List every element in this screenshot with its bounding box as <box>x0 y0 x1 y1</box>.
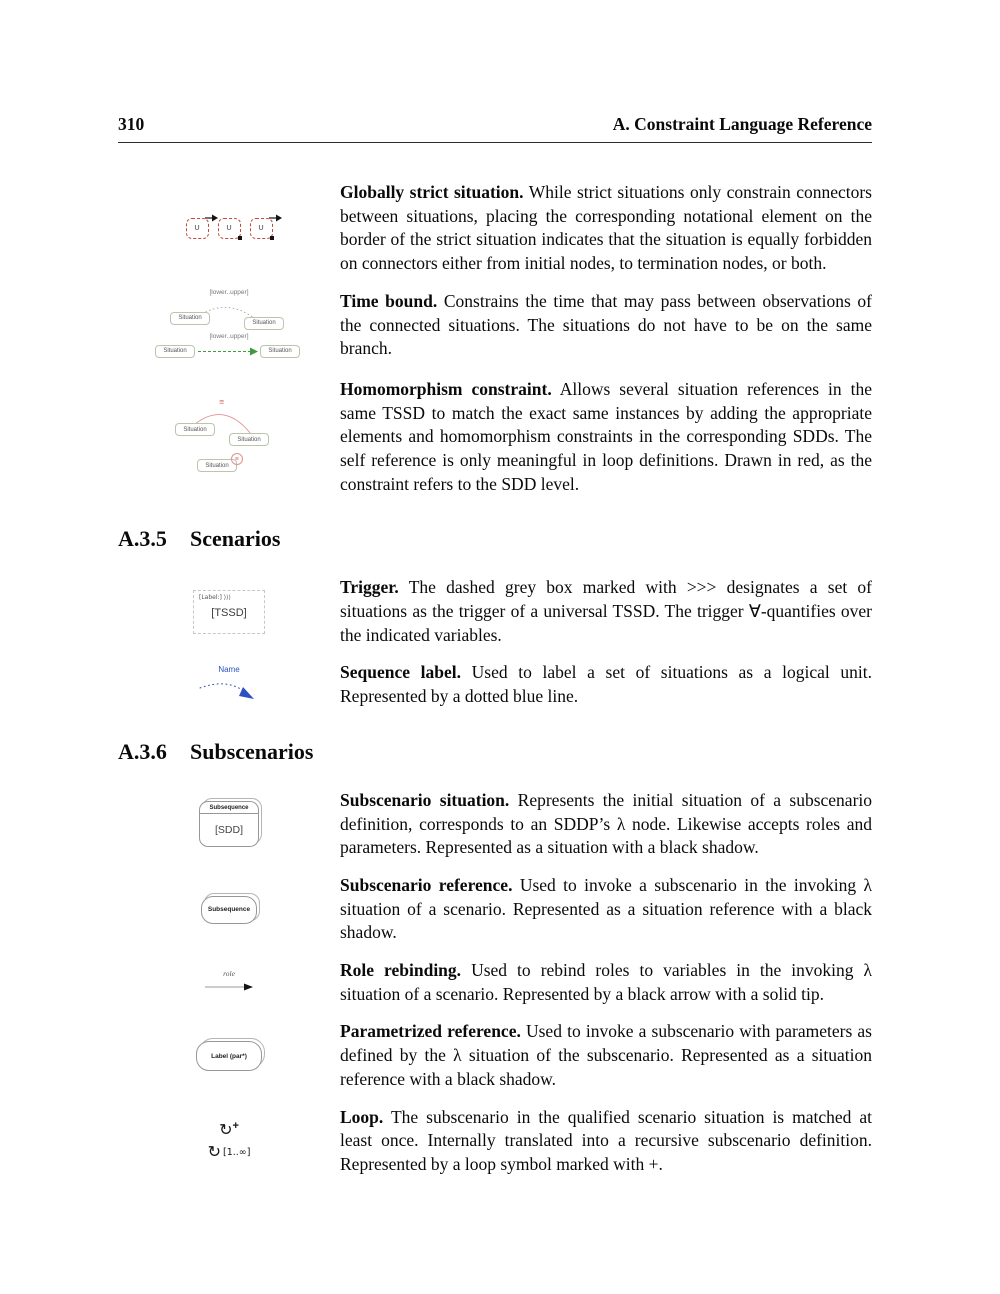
loop-diagram <box>208 1122 251 1160</box>
entry-term: Parametrized reference. <box>340 1021 521 1042</box>
entry-loop <box>118 1106 872 1177</box>
entry-body: The dashed grey box marked with >>> designates a set of situations as the trigger of a universal TSSD. The trigger ∀-quantifies over the indicated variables. <box>340 577 873 645</box>
entry-body: Allows several situation references in the same TSSD to match the exact same instances by adding the appropriate elements and homomorphism constraints in the corresponding SDDs. The self reference is only meaningful in loop definitions. Drawn in red, as the constraint refers to the SDD level. <box>340 378 872 494</box>
trigger-body-label: [TSSD] <box>211 606 247 619</box>
entry-text <box>340 576 872 647</box>
entry-text <box>340 1106 872 1177</box>
homomorphism-diagram <box>167 397 291 477</box>
u-node-label: U <box>226 224 232 232</box>
section-number: A.3.6 <box>118 738 167 764</box>
entry-sequence-label <box>118 661 872 708</box>
entry-body: Used to label a set of situations as a logical unit. Represented by a dotted blue line. <box>340 662 872 707</box>
situation-box: Situation <box>197 459 237 472</box>
trigger-corner-label: [Label:] ⟩⟩⟩ <box>199 593 231 601</box>
self-reference-loop-icon <box>231 453 243 465</box>
situation-box: Situation <box>175 423 215 436</box>
outgoing-arrow-icon <box>269 214 282 222</box>
page-content <box>118 181 872 1177</box>
chapter-title: A. Constraint Language Reference <box>612 114 872 134</box>
subscenario-reference-diagram <box>201 896 257 924</box>
u-node-label: U <box>194 224 200 232</box>
loop-icon: ↻ <box>219 1120 233 1140</box>
entry-body: The subscenario in the qualified scenario situation is matched at least once. Internally translated into a recursive subscenario definition. Represented by a loop symbol marked with +. <box>340 1106 872 1174</box>
situation-box: Situation <box>260 345 300 358</box>
entry-parametrized-reference <box>118 1020 872 1091</box>
section-number: A.3.5 <box>118 526 167 552</box>
subscenario-situation-box <box>199 801 259 847</box>
entry-homomorphism <box>118 378 872 497</box>
termination-square-icon <box>270 236 275 241</box>
entry-text <box>340 789 872 860</box>
entry-term: Subscenario reference. <box>340 874 513 895</box>
entry-body: Used to rebind roles to variables in the invoking λ situation of a scenario. Represented by a black arrow with a solid tip. <box>340 960 873 1004</box>
section-heading-scenarios <box>118 526 872 552</box>
figure-subscenario-reference <box>118 896 340 924</box>
section-heading-subscenarios <box>118 739 872 765</box>
dotted-blue-line <box>193 665 265 705</box>
entry-subscenario-reference <box>118 874 872 945</box>
strict-universal-node-icon <box>218 218 241 239</box>
section-title: Subscenarios <box>190 738 314 764</box>
subscenario-situation-diagram <box>199 801 259 847</box>
sequence-name-label: Name <box>218 665 240 675</box>
entry-body: Used to invoke a subscenario with parameters as defined by the λ situation of the subscenario. Represented as a situation reference with a black shadow. <box>340 1021 872 1089</box>
figure-time-bound <box>118 290 340 364</box>
termination-square-icon <box>238 236 243 241</box>
trigger-box-diagram <box>193 590 265 634</box>
globally-strict-diagram <box>186 218 273 239</box>
entry-term: Subscenario situation. <box>340 789 510 810</box>
entry-text <box>340 874 872 945</box>
subscenario-header-label: Subsequence <box>200 802 258 814</box>
entry-body: While strict situations only constrain connectors between situations, placing the corresponding notational element on the border of the strict situation indicates that the situation is equally forbidden on connectors either from initial nodes, to termination nodes, or both. <box>340 182 872 274</box>
role-rebinding-diagram <box>205 969 253 996</box>
homomorphism-symbol: ≅ <box>234 456 240 463</box>
entry-term: Sequence label. <box>340 662 461 683</box>
figure-subscenario-situation <box>118 801 340 847</box>
loop-range-label: [1..∞] <box>222 1147 251 1159</box>
figure-sequence-label <box>118 665 340 705</box>
loop-plus-row <box>219 1122 239 1138</box>
entry-time-bound <box>118 290 872 364</box>
u-node-label: U <box>258 224 264 232</box>
entry-body: Used to invoke a subscenario in the invoking λ situation of a scenario. Represented as a situation reference with a black shadow. <box>340 874 873 943</box>
entry-term: Trigger. <box>340 577 399 598</box>
entry-text <box>340 661 872 708</box>
entry-term: Role rebinding. <box>340 960 462 981</box>
figure-homomorphism <box>118 397 340 477</box>
situation-box: Situation <box>155 345 195 358</box>
sequence-label-diagram <box>193 665 265 705</box>
situation-box: Situation <box>170 312 210 325</box>
entry-trigger <box>118 576 872 647</box>
green-arrowhead-icon <box>250 347 258 355</box>
figure-parametrized-reference <box>118 1041 340 1071</box>
running-header <box>118 114 872 143</box>
black-arrow-icon <box>205 982 253 991</box>
entry-term: Homomorphism constraint. <box>340 378 552 399</box>
subscenario-reference-box: Subsequence <box>201 896 257 924</box>
role-label: role <box>223 969 235 979</box>
outgoing-arrow-icon <box>205 214 218 222</box>
page-number: 310 <box>118 114 145 134</box>
bound-label: [lower..upper] <box>209 332 249 340</box>
entry-text <box>340 1020 872 1091</box>
figure-globally-strict <box>118 218 340 239</box>
homomorphism-symbol: ≅ <box>219 398 225 407</box>
entry-text <box>340 959 872 1006</box>
entry-text <box>340 181 872 276</box>
section-title: Scenarios <box>190 526 281 552</box>
entry-body: Represents the initial situation of a subscenario definition, corresponds to an SDDP’s λ node. Likewise accepts roles and parameters. Represented as a situation with a black shadow. <box>340 789 873 858</box>
blue-arrowhead-icon <box>239 687 254 699</box>
time-bound-diagram <box>154 290 304 364</box>
parametrized-reference-diagram <box>196 1041 262 1071</box>
bound-label: [lower..upper] <box>209 288 249 296</box>
figure-role-rebinding <box>118 969 340 996</box>
entry-subscenario-situation <box>118 789 872 860</box>
subscenario-body-label: [SDD] <box>214 824 243 837</box>
strict-universal-node-icon <box>186 218 209 239</box>
figure-loop <box>118 1122 340 1160</box>
parametrized-reference-box: Label (par*) <box>196 1041 262 1071</box>
entry-text <box>340 290 872 364</box>
entry-globally-strict <box>118 181 872 276</box>
entry-text <box>340 378 872 497</box>
figure-trigger <box>118 590 340 634</box>
plus-marker: + <box>232 1120 239 1133</box>
entry-term: Globally strict situation. <box>340 182 524 202</box>
loop-range-row <box>208 1144 251 1160</box>
loop-icon: ↻ <box>207 1142 221 1162</box>
entry-role-rebinding <box>118 959 872 1006</box>
situation-box: Situation <box>244 317 284 330</box>
entry-term: Time bound. <box>340 290 438 311</box>
entry-term: Loop. <box>340 1106 384 1127</box>
situation-box: Situation <box>229 433 269 446</box>
strict-universal-node-icon <box>250 218 273 239</box>
entry-body: Constrains the time that may pass between observations of the connected situations. The situations do not have to be on the same branch. <box>340 290 873 359</box>
